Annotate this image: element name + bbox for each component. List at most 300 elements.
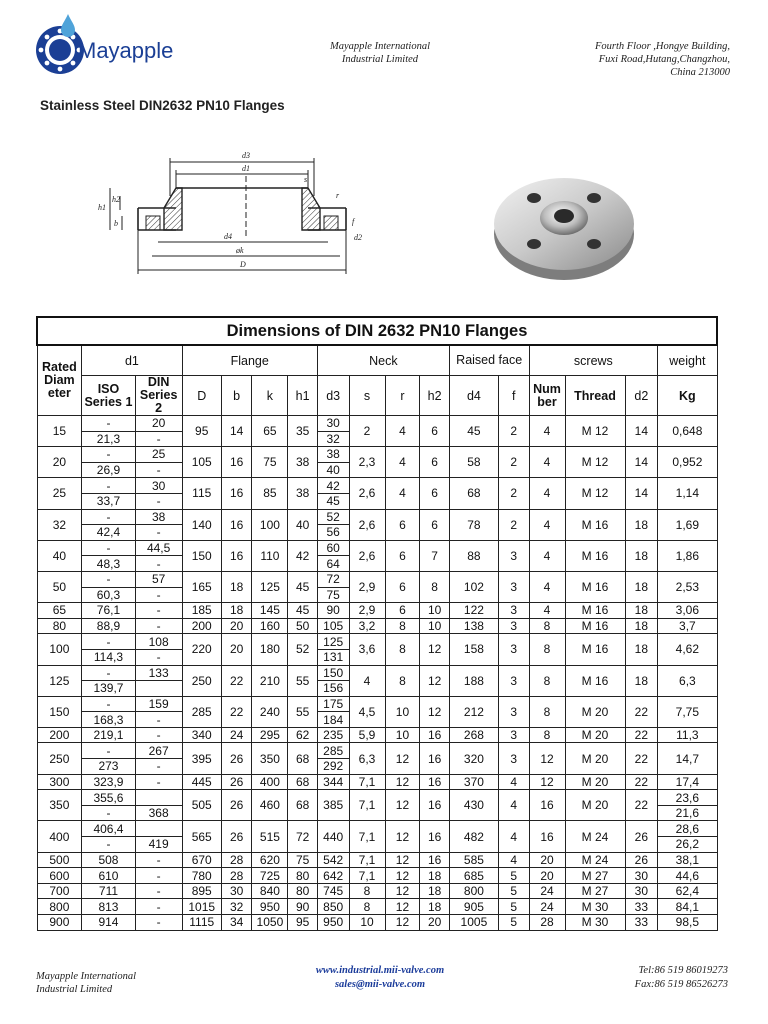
cell-thread: M 12 [565, 478, 625, 509]
cell-num: 16 [529, 790, 565, 821]
cell-b: 24 [221, 727, 252, 743]
table-row [37, 696, 717, 712]
cell-thread: M 24 [565, 852, 625, 868]
col-iso-series1: ISO Series 1 [82, 376, 135, 416]
cell-f: 2 [498, 509, 529, 540]
drawing-label-s: s [304, 175, 308, 184]
cell-k: 85 [252, 478, 288, 509]
cell-dn: 600 [37, 868, 82, 884]
cell-d2: 18 [625, 571, 658, 602]
cell-thread: M 16 [565, 618, 625, 634]
cell-r: 12 [385, 790, 420, 821]
cell-iso: - [82, 805, 135, 821]
cell-d4: 102 [449, 571, 498, 602]
cell-h2: 16 [420, 727, 449, 743]
cell-f: 3 [498, 603, 529, 619]
cell-f: 3 [498, 743, 529, 774]
cell-d4: 482 [449, 821, 498, 852]
cell-d3: 42 [317, 478, 349, 494]
cell-d3: 440 [317, 821, 349, 852]
cell-dn: 100 [37, 634, 82, 665]
cell-din: 159 [135, 696, 182, 712]
cell-h1: 80 [288, 883, 317, 899]
dimensions-table-body [37, 416, 717, 931]
cell-D: 140 [182, 509, 221, 540]
cell-kg: 2,53 [658, 571, 717, 602]
col-b: b [221, 376, 252, 416]
cell-f: 3 [498, 618, 529, 634]
cell-d3: 52 [317, 509, 349, 525]
drawing-label-h2: h2 [112, 195, 120, 204]
cell-iso: - [82, 416, 135, 432]
cell-h1: 38 [288, 447, 317, 478]
cell-din: - [135, 462, 182, 478]
cell-k: 65 [252, 416, 288, 447]
cell-k: 400 [252, 774, 288, 790]
cell-k: 145 [252, 603, 288, 619]
cell-s: 2,6 [349, 540, 385, 571]
cell-h2: 16 [420, 743, 449, 774]
cell-kg: 98,5 [658, 915, 717, 931]
col-D: D [182, 376, 221, 416]
cell-s: 2,9 [349, 571, 385, 602]
group-screws: screws [529, 345, 658, 376]
cell-k: 950 [252, 899, 288, 915]
cell-h1: 38 [288, 478, 317, 509]
table-row [37, 883, 717, 899]
cell-din: - [135, 774, 182, 790]
cell-b: 16 [221, 540, 252, 571]
cell-iso: 323,9 [82, 774, 135, 790]
header-company [280, 40, 480, 66]
cell-s: 2,3 [349, 447, 385, 478]
cell-h2: 18 [420, 868, 449, 884]
cell-num: 4 [529, 571, 565, 602]
table-row [37, 603, 717, 619]
cell-k: 620 [252, 852, 288, 868]
cell-din: - [135, 727, 182, 743]
cell-din [135, 681, 182, 697]
cell-D: 250 [182, 665, 221, 696]
col-r: r [385, 376, 420, 416]
cell-k: 725 [252, 868, 288, 884]
cell-r: 8 [385, 618, 420, 634]
cell-D: 95 [182, 416, 221, 447]
cell-h1: 68 [288, 774, 317, 790]
cell-h2: 18 [420, 899, 449, 915]
header-company-line1: Mayapple International [329, 41, 431, 52]
cell-k: 75 [252, 447, 288, 478]
cell-thread: M 30 [565, 915, 625, 931]
cell-D: 150 [182, 540, 221, 571]
header-address [500, 40, 730, 79]
cell-f: 3 [498, 571, 529, 602]
cell-k: 110 [252, 540, 288, 571]
cell-iso: 21,3 [82, 431, 135, 447]
cell-k: 210 [252, 665, 288, 696]
cell-h2: 8 [420, 571, 449, 602]
cell-din: 267 [135, 743, 182, 759]
cell-h1: 80 [288, 868, 317, 884]
cell-d4: 188 [449, 665, 498, 696]
cell-d4: 370 [449, 774, 498, 790]
cell-f: 3 [498, 634, 529, 665]
cell-D: 1015 [182, 899, 221, 915]
table-row [37, 774, 717, 790]
cell-dn: 250 [37, 743, 82, 774]
cell-din: 30 [135, 478, 182, 494]
footer-contacts [280, 964, 480, 992]
drawing-label-d4: d4 [224, 232, 232, 241]
cell-kg: 26,2 [658, 837, 717, 853]
cell-d2: 18 [625, 634, 658, 665]
cell-d3: 45 [317, 493, 349, 509]
cell-din: - [135, 525, 182, 541]
table-row [37, 416, 717, 432]
cell-din: - [135, 868, 182, 884]
cell-d4: 45 [449, 416, 498, 447]
cell-f: 3 [498, 665, 529, 696]
cell-b: 26 [221, 774, 252, 790]
cell-h1: 42 [288, 540, 317, 571]
drawing-label-d2: d2 [354, 233, 362, 242]
table-row [37, 790, 717, 806]
cell-dn: 65 [37, 603, 82, 619]
cell-iso: 406,4 [82, 821, 135, 837]
cell-iso: 26,9 [82, 462, 135, 478]
drawing-label-r: r [336, 191, 340, 200]
cell-d4: 158 [449, 634, 498, 665]
col-d3: d3 [317, 376, 349, 416]
cell-dn: 25 [37, 478, 82, 509]
cell-h1: 50 [288, 618, 317, 634]
cell-d3: 131 [317, 649, 349, 665]
cell-s: 3,6 [349, 634, 385, 665]
cell-b: 28 [221, 868, 252, 884]
cell-r: 12 [385, 868, 420, 884]
cell-d3: 38 [317, 447, 349, 463]
cell-b: 16 [221, 509, 252, 540]
cell-b: 28 [221, 852, 252, 868]
cell-iso: - [82, 571, 135, 587]
cell-b: 34 [221, 915, 252, 931]
cell-iso: 76,1 [82, 603, 135, 619]
cell-d4: 212 [449, 696, 498, 727]
drawing-label-d3: d3 [242, 151, 250, 160]
cell-f: 2 [498, 416, 529, 447]
table-row [37, 634, 717, 650]
table-row [37, 447, 717, 463]
cell-d2: 22 [625, 696, 658, 727]
cell-f: 4 [498, 790, 529, 821]
cell-d3: 56 [317, 525, 349, 541]
cell-thread: M 16 [565, 634, 625, 665]
cell-d2: 14 [625, 416, 658, 447]
col-f: f [498, 376, 529, 416]
cell-k: 460 [252, 790, 288, 821]
cell-D: 220 [182, 634, 221, 665]
col-k: k [252, 376, 288, 416]
cell-d3: 175 [317, 696, 349, 712]
table-row [37, 540, 717, 556]
table-row [37, 743, 717, 759]
cell-d4: 68 [449, 478, 498, 509]
cell-dn: 350 [37, 790, 82, 821]
cell-din: 25 [135, 447, 182, 463]
cell-thread: M 12 [565, 447, 625, 478]
document-title: Stainless Steel DIN2632 PN10 Flanges [40, 98, 285, 113]
col-rated-diameter: Rated Diam eter [37, 345, 82, 416]
cell-k: 840 [252, 883, 288, 899]
cell-h1: 90 [288, 899, 317, 915]
footer-tel: Tel:86 519 86019273 [638, 965, 728, 976]
cell-iso: 48,3 [82, 556, 135, 572]
group-d1: d1 [82, 345, 182, 376]
cell-h2: 7 [420, 540, 449, 571]
cell-D: 670 [182, 852, 221, 868]
cell-D: 115 [182, 478, 221, 509]
cell-k: 180 [252, 634, 288, 665]
drawing-label-k: øk [236, 246, 244, 255]
cell-f: 3 [498, 727, 529, 743]
cell-iso: - [82, 509, 135, 525]
cell-h1: 72 [288, 821, 317, 852]
cell-kg: 4,62 [658, 634, 717, 665]
cell-s: 2,9 [349, 603, 385, 619]
cell-h1: 55 [288, 696, 317, 727]
cell-iso: - [82, 634, 135, 650]
cell-d3: 235 [317, 727, 349, 743]
cell-d4: 430 [449, 790, 498, 821]
drawing-label-b: b [114, 219, 118, 228]
cell-d3: 184 [317, 712, 349, 728]
cell-iso: - [82, 540, 135, 556]
cell-h1: 68 [288, 743, 317, 774]
cell-h1: 45 [288, 603, 317, 619]
cell-dn: 125 [37, 665, 82, 696]
cell-kg: 38,1 [658, 852, 717, 868]
cell-d3: 850 [317, 899, 349, 915]
table-row [37, 618, 717, 634]
cell-r: 4 [385, 478, 420, 509]
cell-h1: 35 [288, 416, 317, 447]
col-number: Num ber [529, 376, 565, 416]
cell-num: 24 [529, 899, 565, 915]
cell-d2: 26 [625, 821, 658, 852]
drawing-label-h1: h1 [98, 203, 106, 212]
cell-d3: 950 [317, 915, 349, 931]
cell-iso: 508 [82, 852, 135, 868]
cell-d3: 292 [317, 759, 349, 775]
table-row [37, 478, 717, 494]
cell-b: 14 [221, 416, 252, 447]
cell-iso: - [82, 696, 135, 712]
cell-s: 2,6 [349, 478, 385, 509]
col-kg: Kg [658, 376, 717, 416]
cell-h1: 55 [288, 665, 317, 696]
cell-iso: - [82, 447, 135, 463]
cell-thread: M 20 [565, 790, 625, 821]
cell-b: 16 [221, 447, 252, 478]
cell-s: 8 [349, 883, 385, 899]
footer-fax: Fax:86 519 86526273 [634, 979, 728, 990]
cell-s: 4,5 [349, 696, 385, 727]
cell-kg: 84,1 [658, 899, 717, 915]
cell-s: 7,1 [349, 821, 385, 852]
cell-d4: 585 [449, 852, 498, 868]
cell-thread: M 16 [565, 540, 625, 571]
cell-kg: 1,14 [658, 478, 717, 509]
cell-thread: M 20 [565, 743, 625, 774]
cell-kg: 7,75 [658, 696, 717, 727]
cell-d4: 268 [449, 727, 498, 743]
cell-d2: 18 [625, 540, 658, 571]
cell-num: 4 [529, 416, 565, 447]
table-row [37, 915, 717, 931]
cell-d3: 745 [317, 883, 349, 899]
cell-d2: 18 [625, 665, 658, 696]
table-title: Dimensions of DIN 2632 PN10 Flanges [37, 317, 717, 345]
cell-s: 2,6 [349, 509, 385, 540]
cell-din: - [135, 915, 182, 931]
cell-d3: 90 [317, 603, 349, 619]
cell-D: 200 [182, 618, 221, 634]
cell-d3: 385 [317, 790, 349, 821]
cell-h2: 6 [420, 478, 449, 509]
cell-k: 1050 [252, 915, 288, 931]
cell-d4: 88 [449, 540, 498, 571]
cell-h2: 12 [420, 634, 449, 665]
cell-dn: 400 [37, 821, 82, 852]
cell-iso: 273 [82, 759, 135, 775]
cell-din: - [135, 712, 182, 728]
drawing-label-d1: d1 [242, 164, 250, 173]
flange-cross-section-drawing [96, 146, 368, 282]
cell-k: 100 [252, 509, 288, 540]
cell-thread: M 24 [565, 821, 625, 852]
col-d2: d2 [625, 376, 658, 416]
cell-thread: M 16 [565, 665, 625, 696]
cell-din: 133 [135, 665, 182, 681]
cell-iso: 813 [82, 899, 135, 915]
col-s: s [349, 376, 385, 416]
cell-iso: 88,9 [82, 618, 135, 634]
cell-thread: M 20 [565, 774, 625, 790]
cell-f: 5 [498, 915, 529, 931]
cell-r: 6 [385, 509, 420, 540]
cell-h2: 20 [420, 915, 449, 931]
cell-r: 6 [385, 571, 420, 602]
col-d4: d4 [449, 376, 498, 416]
cell-h2: 12 [420, 665, 449, 696]
cell-num: 12 [529, 774, 565, 790]
cell-h1: 95 [288, 915, 317, 931]
cell-iso: - [82, 743, 135, 759]
cell-h2: 16 [420, 774, 449, 790]
cell-num: 20 [529, 852, 565, 868]
cell-d2: 18 [625, 509, 658, 540]
cell-d2: 30 [625, 868, 658, 884]
cell-r: 6 [385, 540, 420, 571]
cell-D: 185 [182, 603, 221, 619]
cell-d2: 30 [625, 883, 658, 899]
cell-b: 26 [221, 821, 252, 852]
cell-kg: 0,648 [658, 416, 717, 447]
cell-thread: M 20 [565, 696, 625, 727]
cell-din: - [135, 899, 182, 915]
cell-f: 5 [498, 868, 529, 884]
cell-iso: 114,3 [82, 649, 135, 665]
cell-s: 7,1 [349, 852, 385, 868]
cell-d2: 22 [625, 727, 658, 743]
cell-kg: 1,86 [658, 540, 717, 571]
cell-h1: 40 [288, 509, 317, 540]
cell-kg: 3,7 [658, 618, 717, 634]
cell-d4: 320 [449, 743, 498, 774]
cell-s: 3,2 [349, 618, 385, 634]
cell-h1: 68 [288, 790, 317, 821]
cell-D: 340 [182, 727, 221, 743]
cell-iso: - [82, 665, 135, 681]
cell-r: 12 [385, 821, 420, 852]
cell-h2: 10 [420, 603, 449, 619]
group-neck: Neck [317, 345, 449, 376]
cell-d2: 26 [625, 852, 658, 868]
cell-dn: 80 [37, 618, 82, 634]
group-raised-face: Raised face [449, 345, 529, 376]
cell-din: - [135, 431, 182, 447]
cell-h2: 6 [420, 509, 449, 540]
cell-h2: 6 [420, 416, 449, 447]
cell-d2: 33 [625, 915, 658, 931]
footer-email-link[interactable]: sales@mii-valve.com [334, 979, 426, 990]
cell-thread: M 30 [565, 899, 625, 915]
cell-d4: 685 [449, 868, 498, 884]
group-weight: weight [658, 345, 717, 376]
cell-b: 16 [221, 478, 252, 509]
cell-dn: 50 [37, 571, 82, 602]
cell-d3: 285 [317, 743, 349, 759]
cell-D: 165 [182, 571, 221, 602]
cell-d3: 156 [317, 681, 349, 697]
footer-phone [635, 964, 728, 992]
header-address-line3: China 213000 [670, 67, 730, 78]
cell-din: 368 [135, 805, 182, 821]
cell-d4: 138 [449, 618, 498, 634]
cell-f: 4 [498, 821, 529, 852]
footer-company [36, 970, 136, 996]
cell-D: 445 [182, 774, 221, 790]
cell-num: 28 [529, 915, 565, 931]
cell-iso: 914 [82, 915, 135, 931]
cell-f: 4 [498, 774, 529, 790]
cell-dn: 40 [37, 540, 82, 571]
cell-num: 8 [529, 665, 565, 696]
cell-h2: 16 [420, 821, 449, 852]
footer-website-link[interactable]: www.industrial.mii-valve.com [315, 965, 445, 976]
cell-thread: M 27 [565, 868, 625, 884]
table-row [37, 665, 717, 681]
cell-kg: 3,06 [658, 603, 717, 619]
drawing-label-f: f [352, 217, 355, 226]
cell-r: 10 [385, 727, 420, 743]
cell-iso: - [82, 478, 135, 494]
cell-dn: 32 [37, 509, 82, 540]
header-company-line2: Industrial Limited [341, 54, 419, 65]
cell-b: 20 [221, 618, 252, 634]
cell-din: 108 [135, 634, 182, 650]
cell-d3: 72 [317, 571, 349, 587]
